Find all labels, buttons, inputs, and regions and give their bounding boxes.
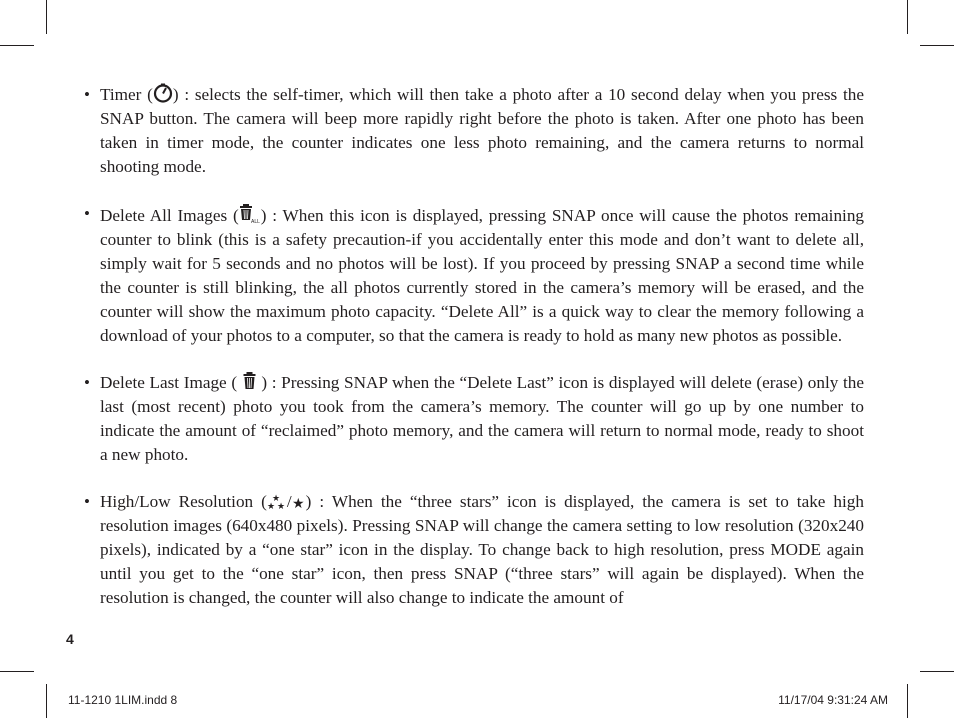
crop-mark bbox=[46, 0, 47, 34]
item-lead: Timer ( bbox=[100, 85, 153, 104]
item-body: ) : When this icon is displayed, pressing SNAP once will cause the photos remaining counter to blink (this is a safety precaution-if you accidentally enter this mode and don’t want to delete all, simply wait for 5 seconds and no photos will be lost). If you proceed by pressing SNAP a second time while the counter is still blinking, the all photos currently stored in the camera’s memory will be erased, and the counter will show the maximum photo capacity. “Delete All” is a quick way to clear the memory following a download of your photos to a computer, so that the camera is ready to hold as many new photos as possible. bbox=[100, 206, 865, 345]
item-lead: Delete All Images ( bbox=[100, 206, 239, 225]
item-lead: Delete Last Image ( bbox=[100, 373, 242, 392]
crop-mark bbox=[46, 684, 47, 718]
delete-all-icon bbox=[239, 202, 261, 224]
svg-text:★: ★ bbox=[276, 502, 285, 510]
crop-mark bbox=[907, 0, 908, 34]
slug-filename: 11-1210 1LIM.indd 8 bbox=[68, 693, 178, 707]
icon-separator: / bbox=[286, 492, 292, 511]
list-item-delete-last bbox=[84, 371, 864, 467]
list-item-resolution bbox=[84, 490, 864, 610]
bullet: • bbox=[84, 492, 90, 511]
item-body: ) : selects the self-timer, which will then take a photo after a 10 second delay when you press the SNAP button. The camera will beep more rapidly right before the photo is taken. After one photo has been taken in timer mode, the counter indicates one less photo remaining, and the camera returns to normal shooting mode. bbox=[100, 85, 864, 176]
bullet: • bbox=[84, 373, 90, 392]
crop-mark bbox=[0, 45, 34, 46]
list-item-delete-all bbox=[84, 202, 864, 348]
one-star-icon bbox=[292, 494, 306, 510]
slug-timestamp: 11/17/04 9:31:24 AM bbox=[778, 693, 888, 707]
svg-text:★: ★ bbox=[266, 502, 275, 510]
crop-mark bbox=[907, 684, 908, 718]
item-body: ) : When the “three stars” icon is displayed, the camera is set to take high resolution images (640x480 pixels). Pressing SNAP will change the camera setting to low resolution (320x240 pixels), indicated by a “one star” icon in the display. To change back to high resolution, press MODE again until you get to the “one star” icon, then press SNAP (“three stars” will again be displayed). When the resolution is changed, the counter will also change to indicate the amount of bbox=[100, 492, 864, 607]
crop-mark bbox=[0, 671, 34, 672]
crop-mark bbox=[920, 45, 954, 46]
item-body: ) : Pressing SNAP when the “Delete Last” icon is displayed will delete (erase) only the last (most recent) photo you took from the camera’s memory. The counter will go up by one number to indicate the amount of “reclaimed” photo memory, and the camera will return to normal mode, ready to shoot a new photo. bbox=[100, 373, 864, 464]
svg-text:★: ★ bbox=[291, 496, 305, 510]
bullet: • bbox=[84, 85, 90, 104]
crop-mark bbox=[920, 671, 954, 672]
bullet: • bbox=[84, 204, 90, 223]
item-lead: High/Low Resolution ( bbox=[100, 492, 267, 511]
timer-icon bbox=[153, 83, 173, 103]
body-content bbox=[84, 83, 864, 633]
three-stars-icon bbox=[267, 493, 287, 510]
delete-last-icon bbox=[242, 371, 257, 391]
list-item-timer bbox=[84, 83, 864, 179]
page-number: 4 bbox=[66, 631, 74, 647]
svg-text:ALL: ALL bbox=[250, 219, 260, 224]
svg-text:★: ★ bbox=[271, 494, 280, 504]
